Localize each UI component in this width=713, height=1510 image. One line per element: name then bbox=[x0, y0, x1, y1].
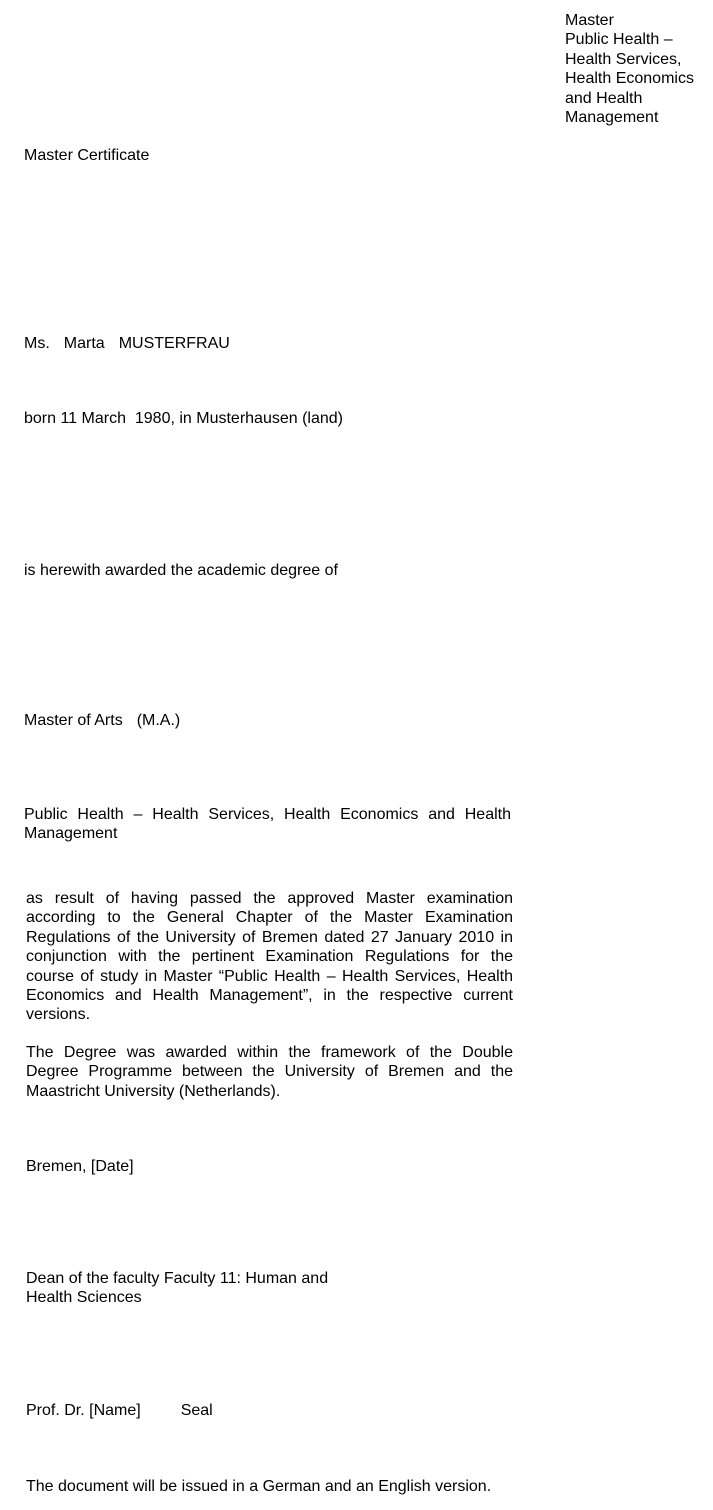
degree-title bbox=[24, 711, 180, 730]
program-header-line: Health Economics bbox=[565, 70, 694, 88]
award-intro: is herewith awarded the academic degree of bbox=[24, 562, 338, 579]
recipient-last-name: MUSTERFRAU bbox=[118, 335, 230, 352]
seal-label: Seal bbox=[180, 1402, 213, 1419]
program-header-line: Health Services, bbox=[565, 50, 682, 68]
program-header-line: Master bbox=[565, 12, 614, 29]
double-degree-paragraph: The Degree was awarded within the framework of the Double Degree Programme between the University of Bremen and the Maastricht University (Netherlands). bbox=[26, 1044, 513, 1100]
document-title: Master Certificate bbox=[24, 147, 150, 164]
signatory-name: Prof. Dr. [Name] bbox=[26, 1402, 141, 1419]
signatory-role-line: Health Sciences bbox=[26, 1289, 142, 1307]
degree-name: Master of Arts bbox=[24, 712, 123, 729]
signature-line bbox=[26, 1401, 213, 1420]
program-header-line: Management bbox=[565, 109, 659, 127]
signatory-role bbox=[26, 1269, 328, 1308]
birth-line: born 11 March 1980, in Musterhausen (land) bbox=[24, 410, 343, 427]
program-header-line: and Health bbox=[565, 89, 643, 107]
signatory-role-line: Dean of the faculty Faculty 11: Human and bbox=[26, 1270, 329, 1287]
basis-paragraph: as result of having passed the approved Master examination according to the General Chapter of the Master Examination Regulations of the University of Bremen dated 27 January 2010 in conjunction with the pertinent Examination Regulations for the course of study in Master “Public Health – Health Services, Health Economics and Health Management”, in the respective current versions. bbox=[26, 890, 513, 1024]
recipient-name bbox=[24, 334, 230, 353]
degree-abbrev: (M.A.) bbox=[136, 712, 181, 729]
recipient-first-name: Marta bbox=[63, 335, 105, 352]
program-name: Public Health – Health Services, Health Economics and Health Management bbox=[24, 806, 511, 843]
recipient-salutation: Ms. bbox=[24, 335, 50, 352]
program-header-line: Public Health – bbox=[565, 31, 673, 49]
place-date: Bremen, [Date] bbox=[26, 1158, 134, 1175]
program-header bbox=[565, 11, 710, 127]
footer-note: The document will be issued in a German and an English version. bbox=[26, 1478, 492, 1495]
